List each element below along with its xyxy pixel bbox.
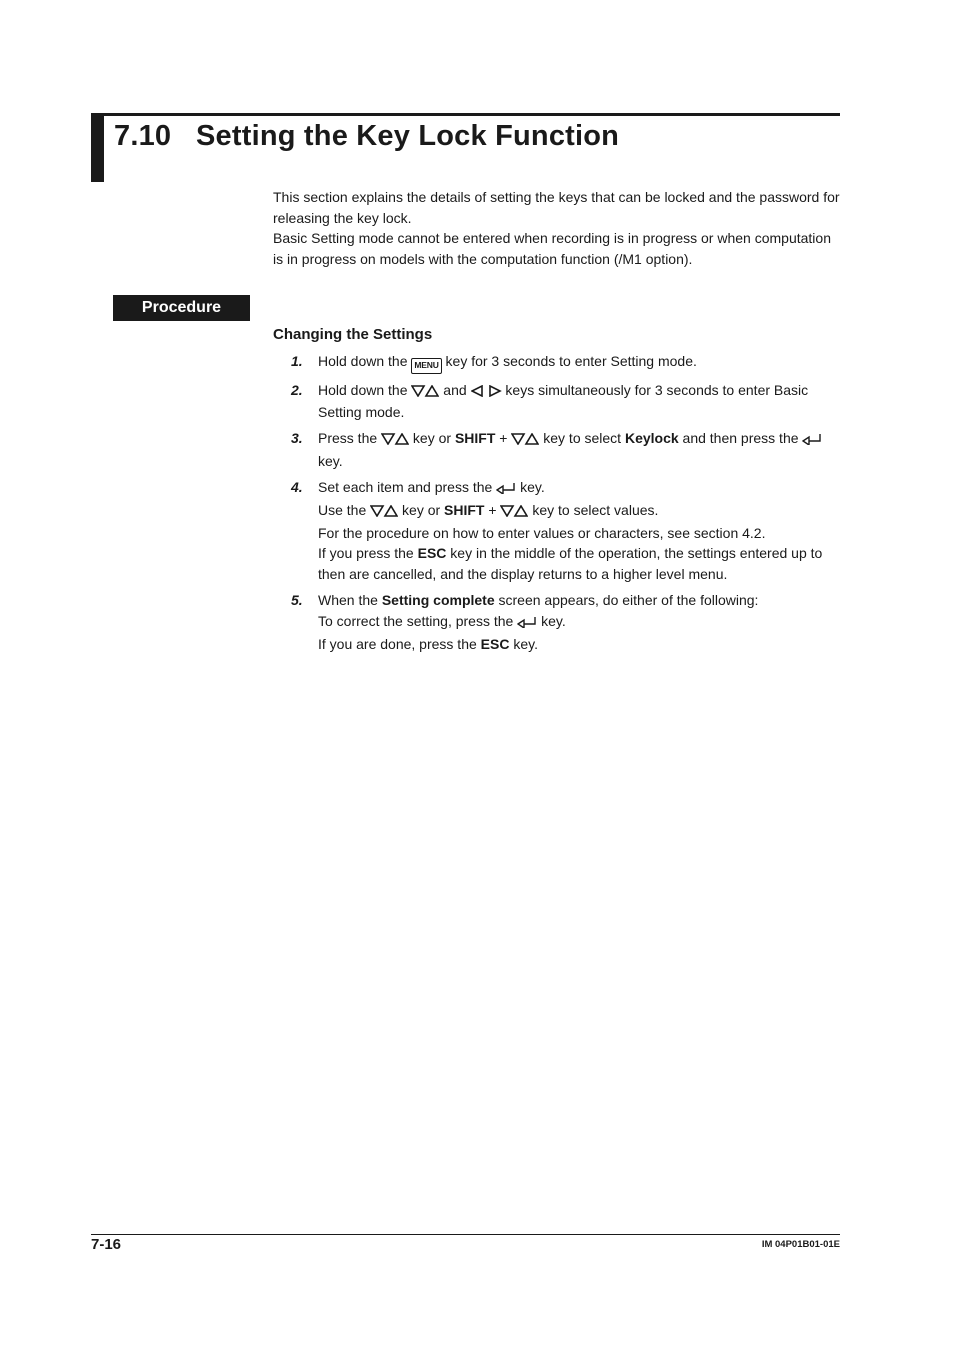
enter-key-icon (496, 479, 516, 500)
step-number: 2. (291, 381, 303, 398)
document-id: IM 04P01B01-01E (761, 1239, 840, 1250)
intro-paragraph-1: This section explains the details of setting the keys that can be locked and the password for releasing the key lock. (273, 189, 840, 226)
step-5: 5. When the Setting complete screen appears, do either of the following: To correct the setting, press the key. If you are done, press the ESC key. (291, 592, 759, 652)
step-number: 5. (291, 592, 303, 609)
procedure-label: Procedure (113, 295, 250, 321)
section-number: 7.10 (114, 120, 172, 152)
step-number: 1. (291, 353, 303, 369)
enter-key-icon (517, 613, 537, 634)
step-3: 3. Press the key or SHIFT + key to select Keylock and then press the key. (273, 428, 845, 471)
step-2: 2. Hold down the and keys simultaneously for 3 seconds to enter Basic Setting mode. (291, 381, 809, 421)
intro-text (273, 187, 843, 270)
procedure-steps (273, 351, 845, 660)
intro-paragraph-2: Basic Setting mode cannot be entered when recording is in progress or when computation is in progress on models with the computation function (/M1 option). (273, 230, 831, 268)
esc-key-label: ESC (480, 635, 510, 652)
shift-key-label: SHIFT (444, 502, 485, 519)
esc-key-label: ESC (417, 545, 447, 562)
menu-key-icon: MENU (411, 358, 441, 374)
page-number: 7-16 (91, 1236, 122, 1253)
step-number: 4. (291, 479, 303, 496)
shift-key-label: SHIFT (454, 430, 496, 447)
section-title (114, 120, 619, 153)
section-title-bar (91, 113, 104, 182)
subheading-changing-settings: Changing the Settings (273, 326, 433, 343)
down-up-arrow-icon (381, 430, 409, 451)
keylock-label: Keylock (624, 430, 679, 447)
footer-rule (91, 1234, 840, 1235)
step-number: 3. (291, 430, 303, 447)
down-up-arrow-icon (500, 502, 528, 523)
left-right-arrow-icon (471, 382, 502, 403)
section-title-rule (104, 113, 840, 116)
down-up-arrow-icon (511, 430, 539, 451)
setting-complete-label: Setting complete (381, 592, 495, 609)
down-up-arrow-icon (411, 382, 439, 403)
step-1: 1. Hold down the MENU key for 3 seconds to enter Setting mode. (273, 351, 845, 374)
section-title-text: Setting the Key Lock Function (196, 120, 620, 152)
down-up-arrow-icon (370, 502, 398, 523)
enter-key-icon (802, 430, 822, 451)
step-4: 4. Set each item and press the key. Use the key or SHIFT + key to select values. For the procedure on how to enter values or characters, see section 4.2. If you press the ESC key in the middle of the operation, the settings entered up to then are cancelled, and the display returns to a higher level menu. (291, 479, 823, 583)
